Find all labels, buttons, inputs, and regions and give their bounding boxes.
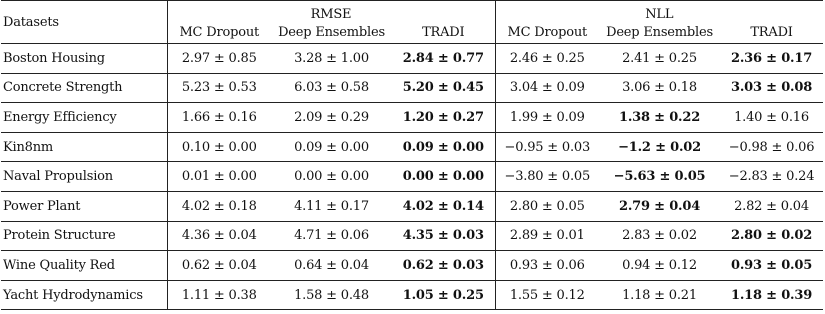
nll-value-cell: −1.2 ± 0.02	[618, 139, 701, 155]
dataset-name: Wine Quality Red	[3, 257, 115, 273]
rmse-value-cell: 4.02 ± 0.14	[402, 198, 484, 214]
dataset-name: Naval Propulsion	[3, 169, 113, 185]
nll-value-cell: 2.80 ± 0.05	[495, 191, 599, 221]
nll-value-cell: 2.82 ± 0.04	[734, 198, 809, 214]
header-rmse-deep-ensembles: Deep Ensembles	[278, 25, 385, 40]
table-row	[1, 73, 823, 103]
nll-value-cell: 3.03 ± 0.08	[730, 80, 813, 96]
nll-value-cell: 3.04 ± 0.09	[495, 73, 599, 103]
results-table	[1, 0, 823, 310]
dataset-name: Concrete Strength	[3, 80, 123, 96]
rmse-value-cell: 0.09 ± 0.00	[294, 139, 369, 155]
rmse-value-cell: 4.36 ± 0.04	[167, 221, 271, 251]
nll-value-cell: −5.63 ± 0.05	[613, 169, 706, 185]
rmse-value-cell: 5.23 ± 0.53	[167, 73, 271, 103]
rmse-value-cell: 0.62 ± 0.03	[402, 257, 484, 273]
rmse-value-cell: 0.00 ± 0.00	[294, 169, 369, 185]
rmse-value-cell: 6.03 ± 0.58	[294, 80, 369, 96]
dataset-name: Yacht Hydrodynamics	[3, 287, 143, 303]
dataset-name: Boston Housing	[3, 50, 105, 66]
table-body	[1, 44, 823, 310]
rmse-value-cell: 2.09 ± 0.29	[294, 109, 369, 125]
nll-value-cell: −0.98 ± 0.06	[728, 139, 815, 155]
rmse-value-cell: 4.71 ± 0.06	[294, 228, 369, 244]
rmse-value-cell: 3.28 ± 1.00	[294, 50, 369, 66]
rmse-value-cell: 1.66 ± 0.16	[167, 103, 271, 133]
table-row	[1, 162, 823, 192]
header-nll-mc-dropout: MC Dropout	[495, 22, 599, 44]
nll-value-cell: 1.38 ± 0.22	[618, 109, 701, 125]
rmse-value-cell: 0.64 ± 0.04	[294, 257, 369, 273]
table-row	[1, 103, 823, 133]
rmse-value-cell: 1.05 ± 0.25	[402, 287, 484, 303]
rmse-value-cell: 0.01 ± 0.00	[167, 162, 271, 192]
table-row	[1, 191, 823, 221]
header-datasets: Datasets	[3, 15, 59, 30]
rmse-value-cell: 1.20 ± 0.27	[402, 109, 484, 125]
header-row-groups	[1, 1, 823, 23]
nll-value-cell: 2.36 ± 0.17	[730, 50, 813, 66]
rmse-value-cell: 0.09 ± 0.00	[402, 139, 484, 155]
rmse-value-cell: 4.35 ± 0.03	[402, 228, 484, 244]
dataset-name: Kin8nm	[3, 139, 54, 155]
nll-value-cell: 1.40 ± 0.16	[734, 109, 809, 125]
nll-value-cell: 2.80 ± 0.02	[730, 228, 813, 244]
rmse-value-cell: 0.10 ± 0.00	[167, 132, 271, 162]
nll-value-cell: 0.93 ± 0.06	[495, 251, 599, 281]
dataset-name: Protein Structure	[3, 228, 116, 244]
nll-value-cell: 1.55 ± 0.12	[495, 280, 599, 310]
nll-value-cell: 2.79 ± 0.04	[618, 198, 701, 214]
table-row	[1, 44, 823, 74]
rmse-value-cell: 0.00 ± 0.00	[402, 169, 484, 185]
nll-value-cell: 3.06 ± 0.18	[622, 80, 697, 96]
table-row	[1, 280, 823, 310]
nll-value-cell: 2.89 ± 0.01	[495, 221, 599, 251]
rmse-value-cell: 1.58 ± 0.48	[294, 287, 369, 303]
table-row	[1, 251, 823, 281]
rmse-value-cell: 4.02 ± 0.18	[167, 191, 271, 221]
nll-value-cell: 1.18 ± 0.39	[730, 287, 813, 303]
nll-value-cell: 2.41 ± 0.25	[622, 50, 697, 66]
dataset-name: Energy Efficiency	[3, 109, 117, 125]
header-nll-deep-ensembles: Deep Ensembles	[606, 25, 713, 40]
rmse-value-cell: 2.84 ± 0.77	[402, 50, 484, 66]
nll-value-cell: −3.80 ± 0.05	[495, 162, 599, 192]
header-nll-tradi: TRADI	[750, 25, 793, 40]
rmse-value-cell: 0.62 ± 0.04	[167, 251, 271, 281]
nll-value-cell: 1.18 ± 0.21	[622, 287, 697, 303]
table-row	[1, 221, 823, 251]
rmse-value-cell: 2.97 ± 0.85	[167, 44, 271, 74]
header-rmse-tradi: TRADI	[422, 25, 465, 40]
nll-value-cell: 0.93 ± 0.05	[730, 257, 813, 273]
header-group-rmse: RMSE	[167, 1, 495, 23]
table-row	[1, 132, 823, 162]
header-rmse-mc-dropout: MC Dropout	[167, 22, 271, 44]
nll-value-cell: −0.95 ± 0.03	[495, 132, 599, 162]
rmse-value-cell: 5.20 ± 0.45	[402, 80, 484, 96]
rmse-value-cell: 1.11 ± 0.38	[167, 280, 271, 310]
dataset-name: Power Plant	[3, 198, 81, 214]
nll-value-cell: 2.46 ± 0.25	[495, 44, 599, 74]
rmse-value-cell: 4.11 ± 0.17	[294, 198, 369, 214]
nll-value-cell: 1.99 ± 0.09	[495, 103, 599, 133]
nll-value-cell: −2.83 ± 0.24	[728, 169, 815, 185]
nll-value-cell: 2.83 ± 0.02	[622, 228, 697, 244]
nll-value-cell: 0.94 ± 0.12	[622, 257, 697, 273]
header-group-nll: NLL	[495, 1, 823, 23]
